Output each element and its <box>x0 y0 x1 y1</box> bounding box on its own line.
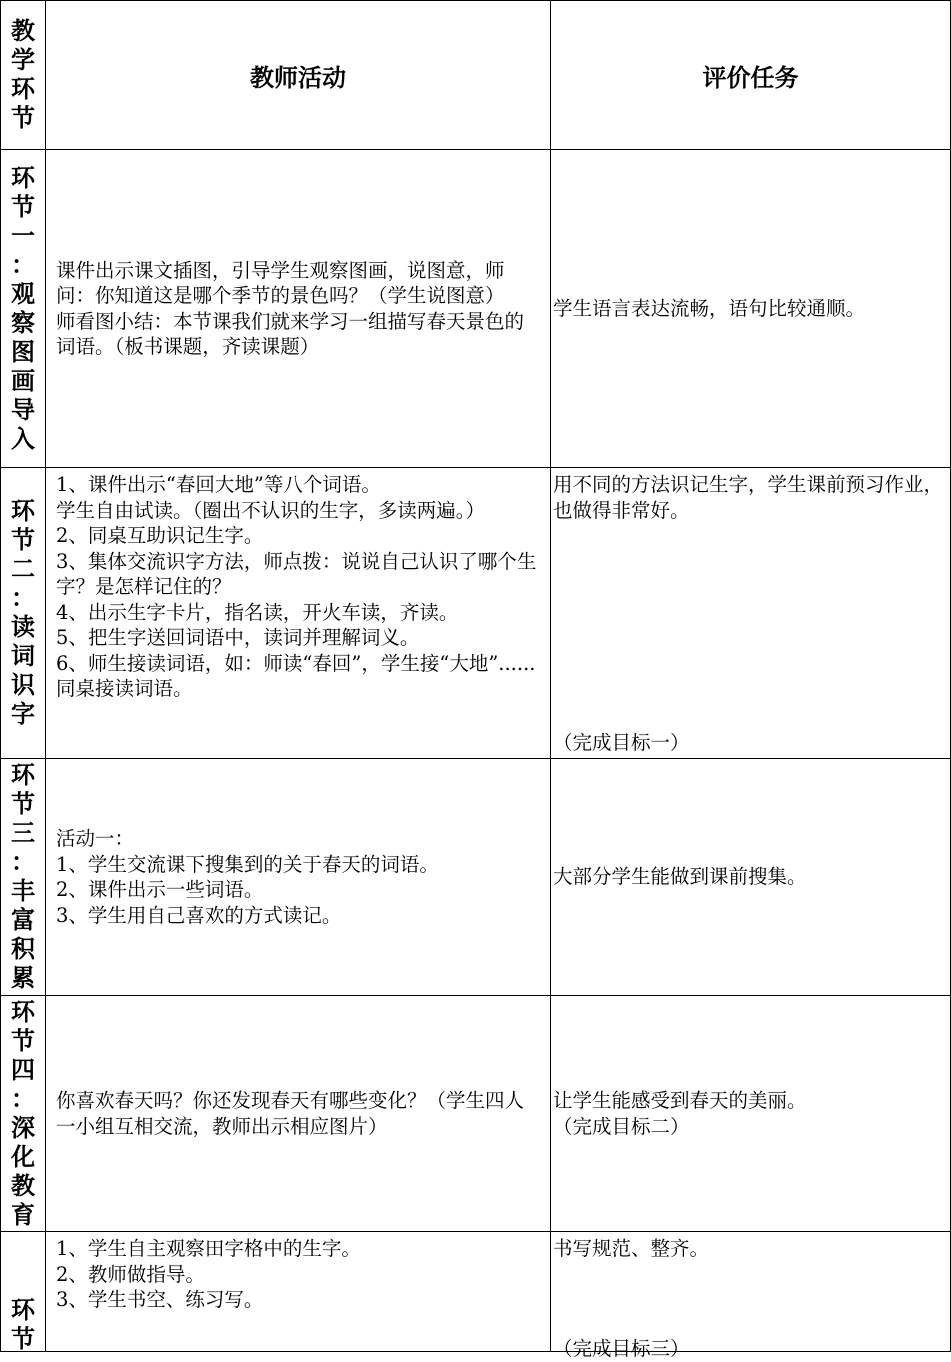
evaluation-line: 让学生能感受到春天的美丽。 <box>553 1089 807 1112</box>
evaluation-cell <box>551 759 951 996</box>
teacher-line: 活动一： <box>56 827 135 850</box>
teacher-line: 课件出示课文插图，引导学生观察图画，说图意，师问：你知道这是哪个季节的景色吗？（学生说图意） <box>56 258 505 307</box>
header-stage-text <box>1 17 45 133</box>
goal-note: （完成目标二） <box>553 1114 690 1138</box>
teacher-line: 2、教师做指导。 <box>56 1262 205 1286</box>
stage-cell <box>1 1232 46 1352</box>
stage-char: 富 <box>11 906 35 934</box>
table-row <box>1 468 951 759</box>
stage-char: 读 <box>11 613 35 641</box>
stage-char: 节 <box>11 104 35 132</box>
teacher-activity-cell <box>46 996 551 1232</box>
stage-char: 一 <box>11 221 35 250</box>
teacher-line: 3、集体交流识字方法，师点拨：说说自己认识了哪个生字？是怎样记住的？ <box>56 549 537 598</box>
stage-char: 观 <box>11 279 35 308</box>
stage-char: 育 <box>11 1200 35 1229</box>
teacher-activity-cell <box>46 150 551 468</box>
stage-char: 学 <box>11 46 35 74</box>
teacher-line: 5、把生字送回词语中，读词并理解词义。 <box>56 626 420 649</box>
stage-char: ： <box>11 250 35 279</box>
teacher-activity-cell <box>46 468 551 759</box>
teacher-activity-cell <box>46 759 551 996</box>
teacher-line: 1、课件出示“春回大地”等八个词语。 <box>56 473 381 496</box>
evaluation-line: 大部分学生能做到课前搜集。 <box>553 865 807 889</box>
evaluation-line: 学生语言表达流畅，语句比较通顺。 <box>553 296 866 320</box>
stage-char: 环 <box>11 75 35 103</box>
stage-char: 节 <box>11 1026 35 1055</box>
stage-char: 化 <box>11 1142 35 1171</box>
stage-char: 词 <box>11 642 35 670</box>
table-row <box>1 996 951 1232</box>
stage-char: 识 <box>11 671 35 699</box>
stage-char: ： <box>11 848 35 876</box>
stage-char: 积 <box>11 935 35 963</box>
teacher-line: 你喜欢春天吗？你还发现春天有哪些变化？（学生四人一小组互相交流，教师出示相应图片） <box>56 1089 525 1138</box>
stage-label <box>1 761 45 993</box>
stage-char: 环 <box>11 761 35 789</box>
stage-char: 环 <box>11 163 35 192</box>
stage-char: 丰 <box>11 877 35 905</box>
teacher-line: 3、学生书空、练习写。 <box>56 1288 264 1311</box>
teacher-line: 2、课件出示一些词语。 <box>56 878 264 901</box>
stage-char: 教 <box>11 17 35 45</box>
evaluation-line: 书写规范、整齐。 <box>553 1237 710 1260</box>
header-teacher: 教师活动 <box>46 1 551 150</box>
teacher-activity-cell <box>46 1232 551 1352</box>
goal-note: （完成目标一） <box>553 730 690 754</box>
stage-char: 画 <box>11 366 35 395</box>
evaluation-cell <box>551 468 951 759</box>
teacher-line: 2、同桌互助识记生字。 <box>56 524 264 547</box>
stage-char: 入 <box>11 424 35 453</box>
stage-label <box>1 497 45 729</box>
teacher-line: 6、师生接读词语，如：师读“春回”，学生接“大地”......同桌接读词语。 <box>56 651 536 700</box>
stage-char: 四 <box>11 1055 35 1084</box>
stage-char: 深 <box>11 1113 35 1142</box>
stage-char: 累 <box>11 964 35 992</box>
stage-char: ： <box>11 1084 35 1113</box>
teacher-line: 师看图小结：本节课我们就来学习一组描写春天景色的词语。（板书课题，齐读课题） <box>56 309 525 358</box>
stage-char: 节 <box>11 192 35 221</box>
stage-char: 节 <box>11 790 35 818</box>
goal-note: （完成目标三） <box>553 1337 690 1360</box>
table-row <box>1 759 951 996</box>
teacher-line: 3、学生用自己喜欢的方式读记。 <box>56 903 342 927</box>
teacher-line: 1、学生自主观察田字格中的生字。 <box>56 1237 361 1260</box>
header-evaluation: 评价任务 <box>551 1 951 150</box>
stage-char: 三 <box>11 819 35 847</box>
stage-cell <box>1 996 46 1232</box>
stage-cell <box>1 759 46 996</box>
stage-label <box>1 164 45 454</box>
stage-cell <box>1 468 46 759</box>
stage-cell <box>1 150 46 468</box>
header-stage <box>1 1 46 150</box>
stage-char: 节 <box>11 1325 35 1353</box>
evaluation-cell <box>551 996 951 1232</box>
evaluation-cell <box>551 1232 951 1360</box>
stage-char: 字 <box>11 700 35 728</box>
evaluation-line: 用不同的方法识记生字，学生课前预习作业，也做得非常好。 <box>553 473 944 522</box>
stage-char: 图 <box>11 337 35 366</box>
stage-label <box>1 998 45 1230</box>
stage-char: 二 <box>11 555 35 583</box>
stage-label <box>1 1232 45 1353</box>
table-row <box>1 150 951 468</box>
stage-char: 环 <box>11 497 35 525</box>
stage-char: 节 <box>11 526 35 554</box>
header-row <box>1 1 951 150</box>
teacher-line: 1、学生交流课下搜集到的关于春天的词语。 <box>56 852 439 876</box>
stage-char: 教 <box>11 1171 35 1200</box>
stage-char: 察 <box>11 308 35 337</box>
stage-char: 导 <box>11 395 35 424</box>
evaluation-cell <box>551 150 951 468</box>
stage-char: 环 <box>11 997 35 1026</box>
stage-char: 环 <box>11 1296 35 1324</box>
teacher-line: 学生自由试读。（圈出不认识的生字，多读两遍。） <box>56 498 486 522</box>
teacher-line: 4、出示生字卡片，指名读，开火车读，齐读。 <box>56 600 459 624</box>
stage-char: ： <box>11 584 35 612</box>
table-row <box>1 1232 951 1352</box>
